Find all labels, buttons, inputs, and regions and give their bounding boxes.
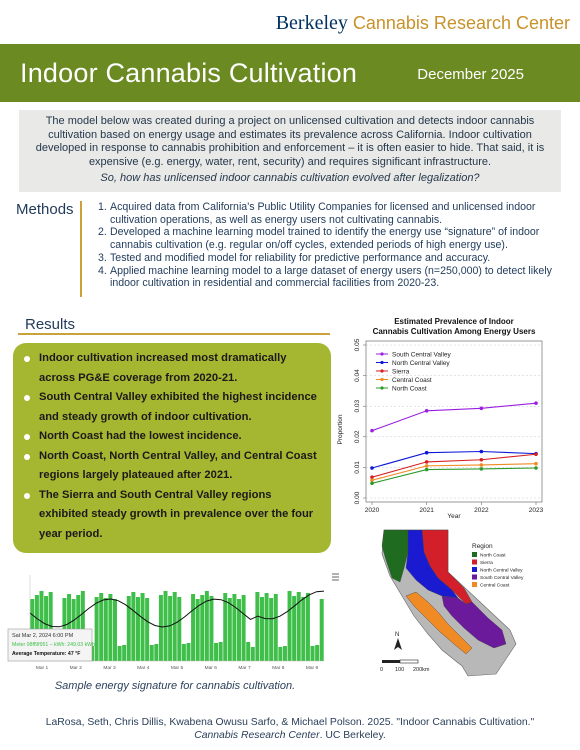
data-point (534, 462, 538, 466)
methods-item-number: 4. (98, 264, 107, 277)
energy-x-label: Mar 7 (238, 666, 251, 671)
brand-center-name: Cannabis Research Center (352, 13, 570, 33)
finding-item (23, 447, 323, 486)
data-point (370, 478, 374, 482)
data-point (480, 450, 484, 454)
data-point (480, 467, 484, 471)
energy-bar (154, 644, 158, 661)
map-legend-label: North Central Valley (480, 568, 523, 574)
finding-item (23, 388, 323, 427)
methods-divider (80, 201, 82, 297)
data-point (370, 482, 374, 486)
data-point (534, 452, 538, 456)
energy-bar (246, 642, 250, 661)
finding-text: Indoor cultivation increased most dramatically across PG&E coverage from 2020-21. (39, 352, 287, 384)
energy-bar (104, 598, 108, 661)
map-legend-swatch (472, 575, 477, 580)
scale-label-0: 0 (380, 667, 384, 673)
methods-item-number: 2. (98, 226, 107, 239)
energy-bar (186, 643, 190, 661)
methods-item (98, 226, 553, 251)
energy-bar (255, 592, 259, 661)
x-tick-label: 2020 (364, 507, 380, 514)
energy-bar (269, 598, 273, 661)
energy-bar (288, 591, 292, 661)
energy-bar (131, 592, 135, 661)
bullet-icon (24, 434, 30, 440)
data-point (370, 475, 374, 479)
methods-item (98, 201, 553, 226)
title-banner (0, 44, 580, 102)
energy-x-label: Mar 2 (69, 666, 82, 671)
energy-bar (159, 595, 163, 661)
brand-logo (276, 12, 570, 35)
y-tick-label: 0.01 (354, 461, 361, 474)
x-tick-label: 2022 (474, 507, 489, 514)
energy-bar (214, 643, 218, 661)
legend-label: North Coast (392, 385, 427, 393)
energy-bar (168, 596, 172, 661)
energy-x-axis (36, 665, 319, 671)
energy-x-label: Mar 4 (137, 666, 150, 671)
map-legend-title: Region (472, 543, 493, 550)
data-point (425, 409, 429, 413)
finding-text: North Coast, North Central Valley, and Central Coast regions largely plateaued after 2021. (39, 449, 317, 481)
data-point (534, 466, 538, 470)
data-point (425, 460, 429, 464)
findings-list (23, 349, 323, 544)
energy-x-label: Mar 6 (204, 666, 217, 671)
intro-box (19, 110, 561, 192)
energy-bar (320, 599, 324, 661)
energy-bar (278, 647, 282, 661)
map-legend-label: North Coast (480, 553, 506, 559)
energy-bar (315, 645, 319, 661)
north-label: N (395, 632, 400, 638)
map-legend-label: Central Coast (480, 583, 510, 589)
energy-signature-chart (6, 565, 344, 677)
energy-bar (99, 593, 103, 661)
energy-bar (228, 598, 232, 661)
legend-label: South Central Valley (392, 351, 451, 359)
chart-title: Estimated Prevalence of Indoor (394, 317, 514, 326)
energy-bar (306, 593, 310, 661)
citation-suffix: . UC Berkeley. (319, 730, 386, 741)
y-tick-label: 0.00 (354, 491, 361, 505)
y-tick-label: 0.04 (354, 369, 361, 382)
legend-marker (380, 369, 383, 372)
energy-bar (237, 599, 241, 661)
tooltip-date: Sat Mar 2, 2024 6:00 PM (12, 633, 74, 639)
energy-bar (232, 594, 236, 661)
energy-bar (223, 593, 227, 661)
data-point (370, 466, 374, 470)
energy-caption: Sample energy signature for cannabis cultivation. (54, 680, 296, 692)
energy-bar (191, 594, 195, 661)
prevalence-chart-svg (330, 315, 578, 520)
energy-bar (209, 596, 213, 661)
energy-bar (274, 594, 278, 661)
data-point (534, 401, 538, 405)
energy-x-label: Mar 8 (272, 666, 285, 671)
methods-item-text: Acquired data from California's Public Utility Companies for licensed and unlicensed indoor cultivation operations, as well as energy users not cultivating cannabis. (110, 201, 536, 226)
energy-bar (265, 593, 269, 661)
map-legend-swatch (472, 560, 477, 565)
intro-question: So, how has unlicensed indoor cannabis cultivation evolved after legalization? (100, 172, 480, 185)
methods-item-text: Developed a machine learning model trained to identify the energy use “signature” of indoor cannabis cultivation (e.g. regular on/off cycles, extended periods of high energy use). (110, 226, 540, 252)
data-point (480, 463, 484, 467)
citation-authors: LaRosa, Seth, Chris Dillis, Kwabena Owusu Sarfo, & Michael Polson. 2025. "Indoor Cannabis Cultivation." (45, 717, 535, 728)
legend-marker (380, 352, 383, 355)
energy-x-label: Mar 3 (103, 666, 116, 671)
energy-bar (242, 595, 246, 661)
energy-bar (311, 646, 315, 661)
tooltip-meter: Meter 98ff9f951 – kWh: 249.03 kWh (12, 642, 95, 648)
finding-text: The Sierra and South Central Valley regions exhibited steady growth in prevalence over the four year period. (39, 488, 314, 540)
energy-bar (219, 642, 223, 661)
data-point (425, 468, 429, 472)
energy-bar (173, 592, 177, 661)
prevalence-chart (330, 315, 578, 520)
data-point (425, 464, 429, 468)
energy-bar (260, 597, 264, 661)
energy-bar (95, 597, 99, 661)
data-point (480, 407, 484, 411)
map-legend-swatch (472, 582, 477, 587)
publication-date: December 2025 (417, 66, 524, 83)
scale-label-100: 100 (395, 667, 405, 673)
map-legend-label: Sierra (480, 561, 493, 566)
energy-bar (251, 647, 255, 661)
x-axis-label: Year (447, 513, 461, 520)
energy-x-label: Mar 5 (170, 666, 184, 671)
energy-x-label: Mar 1 (35, 666, 49, 671)
energy-bar (118, 646, 122, 661)
methods-item-number: 3. (98, 251, 107, 264)
methods-item-text: Tested and modified model for reliability for predictive performance and accuracy. (110, 251, 491, 264)
data-point (370, 429, 374, 433)
legend-label: Sierra (392, 368, 410, 376)
citation-journal: Cannabis Research Center (194, 730, 320, 741)
findings-box (13, 343, 331, 553)
energy-x-label: Mar 9 (305, 666, 319, 671)
chart-legend (376, 351, 452, 392)
california-map-svg (368, 526, 578, 688)
data-point (425, 451, 429, 455)
methods-item (98, 252, 553, 265)
energy-bar (122, 645, 126, 661)
energy-bar (177, 597, 181, 661)
methods-item-text: Applied machine learning model to a large dataset of energy users (n=250,000) to detect likely indoor cultivation in residential and commercial facilities from 2020-23. (110, 264, 552, 290)
tooltip-temperature: Average Temperature: 47 °F (12, 651, 81, 657)
california-region-map (368, 526, 578, 688)
citation (40, 716, 540, 742)
methods-heading: Methods (16, 201, 74, 218)
map-legend-swatch (472, 567, 477, 572)
finding-item (23, 427, 323, 447)
x-tick-label: 2021 (419, 507, 434, 514)
energy-bar (182, 644, 186, 661)
energy-bar (113, 599, 117, 661)
energy-bar (145, 598, 149, 661)
methods-item-number: 1. (98, 201, 107, 213)
energy-bar (108, 594, 112, 661)
y-axis-label: Proportion (337, 414, 344, 445)
legend-marker (380, 361, 383, 364)
y-tick-label: 0.05 (354, 338, 361, 352)
bullet-icon (24, 454, 30, 460)
energy-signature-svg (6, 565, 344, 677)
top-bar (0, 0, 580, 44)
bullet-icon (24, 356, 30, 362)
series-line (372, 403, 536, 431)
finding-item (23, 486, 323, 545)
finding-text: South Central Valley exhibited the highest incidence and steady growth of indoor cultivation. (39, 391, 317, 423)
legend-marker (380, 378, 383, 381)
energy-bar (301, 597, 305, 661)
energy-bar (136, 597, 140, 661)
intro-paragraph: The model below was created during a project on unlicensed cultivation and detects indoor cannabis cultivation based on energy usage and estimates its prevalence across California. Indoor cultivation developed in response to cannabis prohibition and enforcement – it is often easier to hide. That said, it is expensive (e.g. energy, water, rent, security) and requires significant infrastructure. (35, 115, 545, 168)
energy-bar (150, 645, 154, 661)
bullet-icon (24, 493, 30, 499)
brand-name: Berkeley (275, 12, 348, 34)
bullet-icon (24, 395, 30, 401)
x-tick-label: 2023 (528, 507, 544, 514)
methods-item (98, 265, 553, 290)
chart-title: Cannabis Cultivation Among Energy Users (372, 327, 536, 336)
data-point (480, 458, 484, 462)
legend-marker (380, 386, 383, 389)
map-legend-label: South Central Valley (480, 576, 524, 581)
legend-label: North Central Valley (392, 359, 450, 367)
finding-item (23, 349, 323, 388)
page-title: Indoor Cannabis Cultivation (20, 58, 358, 88)
y-tick-label: 0.03 (354, 399, 361, 413)
methods-list (98, 201, 553, 290)
results-divider (18, 333, 330, 335)
finding-text: North Coast had the lowest incidence. (39, 430, 242, 442)
energy-bar (283, 646, 287, 661)
legend-label: Central Coast (392, 376, 432, 384)
energy-bar (196, 599, 200, 661)
energy-bar (141, 593, 145, 661)
map-legend-swatch (472, 552, 477, 557)
scale-label-200: 200km (413, 667, 430, 673)
results-heading: Results (25, 316, 76, 333)
series-line (372, 464, 536, 481)
y-tick-label: 0.02 (354, 430, 361, 444)
